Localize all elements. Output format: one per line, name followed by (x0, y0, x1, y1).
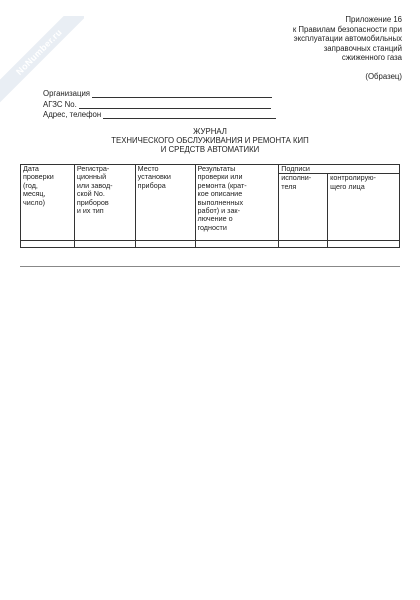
field-label: Организация (43, 89, 91, 98)
table-cell (135, 241, 195, 248)
field-label: Адрес, телефон (43, 110, 102, 119)
col-header-executor: исполни- теля (279, 174, 328, 241)
table-cell (279, 241, 328, 248)
col-header-signatures: Подписи (279, 165, 400, 174)
field-organization (43, 88, 276, 98)
col-header-registration: Регистра- ционный или завод- ской No. приборов и их тип (74, 165, 135, 241)
appendix-line: заправочных станций (323, 43, 402, 53)
field-address-phone (43, 109, 276, 119)
journal-title (0, 128, 420, 154)
appendix-line: Приложение 16 (345, 15, 402, 24)
title-line: ТЕХНИЧЕСКОГО ОБСЛУЖИВАНИЯ И РЕМОНТА КИП (111, 135, 309, 145)
page-divider (20, 266, 400, 267)
sample-label: (Образец) (365, 72, 402, 81)
appendix-reference (252, 15, 402, 63)
table-cell (21, 241, 75, 248)
appendix-line: к Правилам безопасности при (292, 24, 402, 34)
journal-table (20, 164, 400, 248)
col-header-date: Дата проверки (год, месяц, число) (21, 165, 75, 241)
header-fields (43, 88, 276, 120)
col-header-controller: контролирую- щего лица (328, 174, 400, 241)
fill-in-line (92, 89, 272, 98)
table-cell (195, 241, 279, 248)
table-row (21, 241, 400, 248)
appendix-line: сжиженного газа (341, 53, 402, 63)
appendix-line: эксплуатации автомобильных (293, 34, 402, 44)
fill-in-line (79, 100, 271, 109)
field-station-number (43, 99, 276, 109)
watermark-text: NoNumber.ru (0, 16, 84, 106)
col-header-place: Место установки прибора (135, 165, 195, 241)
table-cell (328, 241, 400, 248)
field-label: АГЗС No. (43, 99, 77, 109)
title-line: ЖУРНАЛ (193, 127, 227, 136)
col-header-results: Результаты проверки или ремонта (крат- кое описание выполненных работ) и зак- лючение о годности (195, 165, 279, 241)
fill-in-line (103, 110, 276, 119)
title-line: И СРЕДСТВ АВТОМАТИКИ (160, 144, 260, 154)
table-cell (74, 241, 135, 248)
